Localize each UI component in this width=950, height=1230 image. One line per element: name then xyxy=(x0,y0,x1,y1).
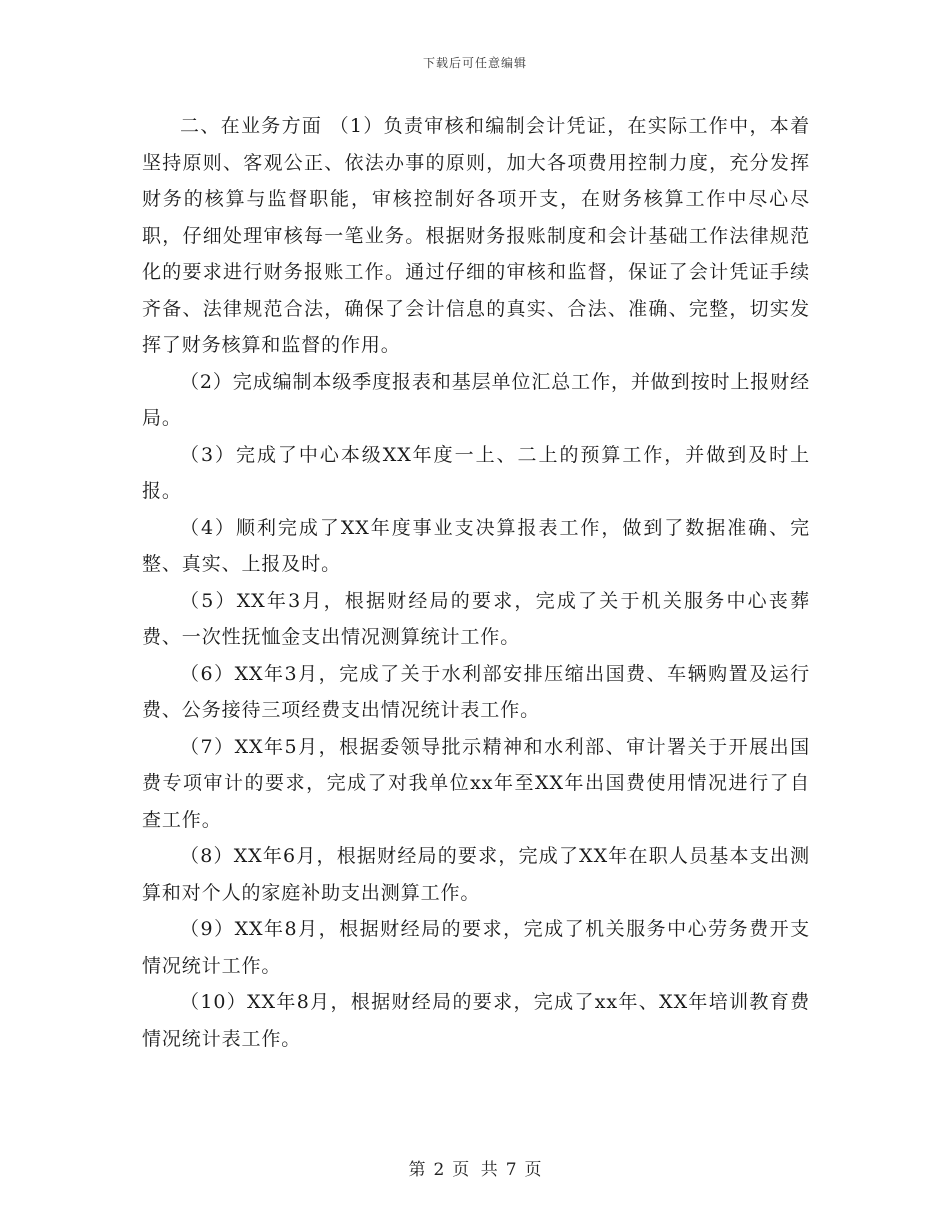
paragraph-4: （4）顺利完成了XX年度事业支决算报表工作，做到了数据准确、完整、真实、上报及时。 xyxy=(142,516,810,575)
paragraph-2: （2）完成编制本级季度报表和基层单位汇总工作，并做到按时上报财经局。 xyxy=(142,370,810,429)
footer-total-pages: 7 xyxy=(505,1160,517,1180)
footer-page-number: 2 xyxy=(433,1160,445,1180)
paragraph-8: （8）XX年6月，根据财经局的要求，完成了XX年在职人员基本支出测算和对个人的家庭补助支出测算工作。 xyxy=(142,845,810,904)
paragraph-10: （10）XX年8月，根据财经局的要求，完成了xx年、XX年培训教育费情况统计表工作。 xyxy=(142,991,810,1050)
footer-prefix: 第 xyxy=(408,1160,426,1180)
footer-middle: 页 共 xyxy=(452,1160,498,1180)
footer-suffix: 页 xyxy=(524,1160,542,1180)
paragraph-1: 二、在业务方面 （1）负责审核和编制会计凭证，在实际工作中，本着坚持原则、客观公正、依法办事的原则，加大各项费用控制力度，充分发挥财务的核算与监督职能，审核控制好各项开支，在财务核算工作中尽心尽职，仔细处理审核每一笔业务。根据财务报账制度和会计基础工作法律规范化的要求进行财务报账工作。通过仔细的审核和监督，保证了会计凭证手续齐备、法律规范合法，确保了会计信息的真实、合法、准确、完整，切实发挥了财务核算和监督的作用。 xyxy=(142,115,810,356)
paragraph-7: （7）XX年5月，根据委领导批示精神和水利部、审计署关于开展出国费专项审计的要求，完成了对我单位xx年至XX年出国费使用情况进行了自查工作。 xyxy=(142,735,810,831)
paragraph-5: （5）XX年3月，根据财经局的要求，完成了关于机关服务中心丧葬费、一次性抚恤金支出情况测算统计工作。 xyxy=(142,589,810,648)
page-header: 下载后可任意编辑 xyxy=(422,56,527,70)
document-body xyxy=(142,108,810,1057)
page-footer xyxy=(0,1155,950,1180)
paragraph-9: （9）XX年8月，根据财经局的要求，完成了机关服务中心劳务费开支情况统计工作。 xyxy=(142,918,810,977)
paragraph-6: （6）XX年3月，完成了关于水利部安排压缩出国费、车辆购置及运行费、公务接待三项经费支出情况统计表工作。 xyxy=(142,662,810,721)
paragraph-3: （3）完成了中心本级XX年度一上、二上的预算工作，并做到及时上报。 xyxy=(142,443,810,502)
